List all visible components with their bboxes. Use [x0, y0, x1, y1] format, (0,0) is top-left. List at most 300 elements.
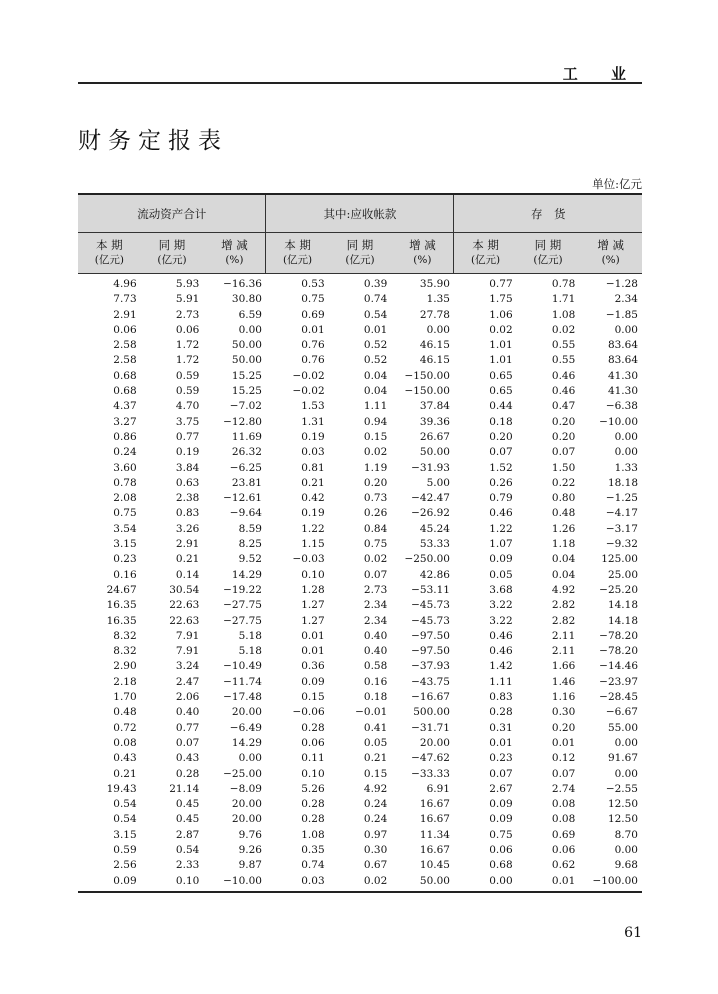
table-cell: −1.85	[605, 308, 638, 321]
table-cell: −26.92	[411, 507, 450, 520]
sub-header-row	[78, 233, 642, 274]
table-cell: 0.74	[301, 859, 325, 872]
table-cell: 0.62	[551, 859, 576, 872]
table-cell: 0.46	[551, 385, 576, 398]
table-cell: 50.00	[231, 339, 262, 352]
table-cell: 2.33	[175, 859, 200, 872]
table-cell: 16.67	[419, 843, 450, 856]
table-cell: 0.74	[363, 293, 388, 306]
table-cell: 15.25	[231, 385, 262, 398]
table-cell: 1.33	[614, 461, 638, 474]
table-cell: −10.00	[599, 415, 638, 428]
table-cell: 0.00	[614, 323, 638, 336]
table-cell: 1.01	[489, 339, 513, 352]
table-row	[78, 828, 642, 843]
table-cell: 26.32	[231, 446, 262, 459]
table-cell: −0.03	[292, 553, 325, 566]
col-header-current: 本 期 (亿元)	[266, 233, 329, 274]
table-cell: 0.67	[363, 859, 388, 872]
table-cell: 0.01	[517, 874, 580, 892]
table-cell: 0.28	[301, 721, 325, 734]
table-cell: 1.22	[489, 522, 513, 535]
col-header-prior: 同 期 (亿元)	[329, 233, 392, 274]
table-row	[78, 552, 642, 567]
table-cell: 0.83	[175, 507, 200, 520]
table-cell: 0.55	[551, 339, 576, 352]
table-cell: 83.64	[607, 339, 638, 352]
table-cell: 4.70	[175, 400, 200, 413]
table-cell: 0.52	[363, 354, 388, 367]
table-cell: 10.45	[419, 859, 450, 872]
table-cell: 0.97	[363, 828, 388, 841]
table-cell: −6.25	[229, 461, 262, 474]
table-cell: 0.00	[454, 874, 517, 892]
table-row	[78, 338, 642, 353]
table-row	[78, 812, 642, 827]
table-cell: 2.11	[551, 645, 576, 658]
table-row	[78, 323, 642, 338]
table-cell: 0.78	[551, 278, 576, 290]
table-cell: 0.46	[489, 645, 513, 658]
table-cell: 0.19	[301, 507, 325, 520]
table-cell: 0.11	[301, 752, 325, 765]
table-cell: 22.63	[169, 614, 200, 627]
table-cell: 1.70	[113, 691, 137, 704]
table-row	[78, 843, 642, 858]
table-cell: 2.08	[113, 492, 137, 505]
table-cell: 0.39	[363, 278, 388, 290]
table-cell: 0.79	[489, 492, 513, 505]
table-cell: −6.38	[605, 400, 638, 413]
table-cell: 0.00	[614, 843, 638, 856]
table-cell: 35.90	[419, 278, 450, 290]
table-cell: 0.00	[238, 752, 262, 765]
table-row	[78, 736, 642, 751]
table-cell: −28.45	[599, 691, 638, 704]
table-cell: 0.01	[551, 736, 576, 749]
table-cell: 0.75	[363, 538, 388, 551]
table-cell: 0.15	[363, 767, 388, 780]
table-cell: 0.43	[175, 752, 200, 765]
table-cell: 0.10	[141, 874, 204, 892]
table-cell: −12.80	[223, 415, 262, 428]
table-cell: 8.59	[238, 522, 262, 535]
table-cell: 0.30	[363, 843, 388, 856]
table-cell: −1.25	[605, 492, 638, 505]
table-cell: 0.59	[113, 843, 137, 856]
table-cell: 1.19	[363, 461, 388, 474]
table-cell: −42.47	[411, 492, 450, 505]
table-cell: 1.71	[551, 293, 576, 306]
table-cell: 14.18	[607, 599, 638, 612]
table-cell: −33.33	[411, 767, 450, 780]
table-row	[78, 308, 642, 323]
table-cell: 1.15	[301, 538, 325, 551]
table-cell: 0.68	[113, 369, 137, 382]
table-cell: 0.76	[301, 354, 325, 367]
table-cell: 46.15	[419, 354, 450, 367]
section-label: 工 业	[562, 65, 640, 83]
table-cell: 0.55	[551, 354, 576, 367]
table-cell: −97.50	[411, 645, 450, 658]
table-row	[78, 522, 642, 537]
table-cell: 0.09	[301, 675, 325, 688]
table-cell: 1.08	[551, 308, 576, 321]
table-cell: 1.53	[301, 400, 325, 413]
table-cell: −17.48	[223, 691, 262, 704]
table-cell: 0.08	[551, 813, 576, 826]
table-cell: 4.92	[363, 782, 388, 795]
table-cell: 0.54	[363, 308, 388, 321]
table-cell: 19.43	[106, 782, 137, 795]
table-cell: −7.02	[229, 400, 262, 413]
table-cell: 0.54	[175, 843, 200, 856]
table-cell: 1.72	[175, 339, 200, 352]
table-cell: 0.75	[489, 828, 513, 841]
table-cell: 9.52	[238, 553, 262, 566]
col-header-current: 本 期 (亿元)	[78, 233, 141, 274]
table-cell: 500.00	[413, 706, 450, 719]
table-cell: 0.58	[363, 660, 388, 673]
table-cell: −0.06	[292, 706, 325, 719]
table-row	[78, 384, 642, 399]
table-cell: 8.70	[614, 828, 638, 841]
table-cell: 2.82	[551, 614, 576, 627]
table-cell: 0.35	[301, 843, 325, 856]
group-header-row	[78, 194, 642, 233]
table-cell: −45.73	[411, 614, 450, 627]
table-cell: 0.45	[175, 813, 200, 826]
table-cell: 12.50	[607, 813, 638, 826]
table-cell: 0.84	[363, 522, 388, 535]
table-row	[78, 705, 642, 720]
table-cell: 3.15	[113, 828, 137, 841]
table-cell: 0.02	[363, 553, 388, 566]
table-cell: 0.46	[489, 507, 513, 520]
table-cell: 1.52	[489, 461, 513, 474]
table-cell: 8.25	[238, 538, 262, 551]
table-cell: −14.46	[599, 660, 638, 673]
table-cell: 2.91	[175, 538, 200, 551]
table-cell: 0.07	[363, 568, 388, 581]
table-cell: 2.91	[113, 308, 137, 321]
table-row	[78, 858, 642, 873]
table-cell: 6.59	[238, 308, 262, 321]
table-cell: 0.01	[489, 736, 513, 749]
table-cell: 0.20	[363, 476, 388, 489]
table-cell: 1.11	[489, 675, 513, 688]
table-cell: −78.20	[599, 645, 638, 658]
table-cell: 14.29	[231, 568, 262, 581]
table-row	[78, 274, 642, 293]
table-cell: −47.62	[411, 752, 450, 765]
table-cell: 39.36	[419, 415, 450, 428]
table-cell: 3.27	[113, 415, 137, 428]
table-cell: 55.00	[607, 721, 638, 734]
table-row	[78, 491, 642, 506]
col-header-change: 增 减 (%)	[579, 233, 642, 274]
table-cell: 0.07	[489, 767, 513, 780]
table-cell: 0.53	[301, 278, 325, 290]
table-cell: 25.00	[607, 568, 638, 581]
table-cell: 16.67	[419, 813, 450, 826]
table-cell: 21.14	[169, 782, 200, 795]
table-cell: 0.75	[301, 293, 325, 306]
table-cell: 8.32	[113, 629, 137, 642]
table-cell: 0.00	[614, 446, 638, 459]
table-cell: 0.69	[551, 828, 576, 841]
table-cell: 9.76	[238, 828, 262, 841]
table-cell: 0.23	[113, 553, 137, 566]
table-cell: 5.18	[238, 629, 262, 642]
col-header-prior: 同 期 (亿元)	[517, 233, 580, 274]
table-cell: 0.77	[175, 721, 200, 734]
table-cell: 0.06	[301, 736, 325, 749]
table-cell: −11.74	[223, 675, 262, 688]
col-header-change: 增 减 (%)	[391, 233, 454, 274]
table-cell: 0.80	[551, 492, 576, 505]
table-cell: 83.64	[607, 354, 638, 367]
table-cell: 0.28	[175, 767, 200, 780]
table-cell: 0.12	[551, 752, 576, 765]
table-cell: 0.15	[363, 430, 388, 443]
table-cell: 3.60	[113, 461, 137, 474]
table-cell: 1.31	[301, 415, 325, 428]
table-cell: 0.77	[489, 278, 513, 290]
table-cell: 0.06	[551, 843, 576, 856]
table-cell: 1.35	[426, 293, 450, 306]
table-cell: 4.37	[113, 400, 137, 413]
table-cell: 20.00	[231, 813, 262, 826]
table-cell: 9.68	[614, 859, 638, 872]
table-cell: 1.75	[489, 293, 513, 306]
table-cell: 2.34	[363, 614, 388, 627]
table-cell: 0.02	[489, 323, 513, 336]
table-cell: 1.72	[175, 354, 200, 367]
table-cell: −25.20	[599, 583, 638, 596]
table-cell: 30.80	[231, 293, 262, 306]
table-cell: 26.67	[419, 430, 450, 443]
table-cell: −100.00	[579, 874, 642, 892]
table-cell: 0.54	[113, 798, 137, 811]
table-cell: 0.69	[301, 308, 325, 321]
table-cell: −9.64	[229, 507, 262, 520]
table-cell: 0.05	[489, 568, 513, 581]
table-cell: 5.26	[301, 782, 325, 795]
table-cell: 0.02	[329, 874, 392, 892]
table-row	[78, 583, 642, 598]
table-cell: 53.33	[419, 538, 450, 551]
table-cell: −4.17	[605, 507, 638, 520]
table-cell: 50.00	[231, 354, 262, 367]
table-cell: −3.17	[605, 522, 638, 535]
table-cell: 0.47	[551, 400, 576, 413]
table-cell: 1.16	[551, 691, 576, 704]
table-cell: −27.75	[223, 614, 262, 627]
table-cell: 41.30	[607, 369, 638, 382]
table-cell: 37.84	[419, 400, 450, 413]
table-cell: 0.18	[363, 691, 388, 704]
table-cell: 91.67	[607, 752, 638, 765]
table-cell: 0.08	[113, 736, 137, 749]
table-cell: 1.27	[301, 599, 325, 612]
table-cell: 0.83	[489, 691, 513, 704]
table-cell: 7.73	[113, 293, 137, 306]
table-cell: 0.07	[489, 446, 513, 459]
table-row	[78, 568, 642, 583]
table-cell: 0.31	[489, 721, 513, 734]
table-cell: 2.58	[113, 339, 137, 352]
table-cell: 15.25	[231, 369, 262, 382]
table-cell: −31.93	[411, 461, 450, 474]
table-cell: 3.22	[489, 599, 513, 612]
table-cell: 2.06	[175, 691, 200, 704]
col-header-prior: 同 期 (亿元)	[141, 233, 204, 274]
table-cell: 0.01	[363, 323, 388, 336]
table-cell: 3.24	[175, 660, 200, 673]
table-cell: 2.11	[551, 629, 576, 642]
table-cell: 1.01	[489, 354, 513, 367]
table-cell: 45.24	[419, 522, 450, 535]
table-cell: 0.09	[489, 798, 513, 811]
table-cell: −53.11	[411, 583, 450, 596]
table-row	[78, 506, 642, 521]
table-cell: 14.29	[231, 736, 262, 749]
table-row	[78, 644, 642, 659]
table-cell: 7.91	[175, 629, 200, 642]
table-row	[78, 767, 642, 782]
table-cell: 0.06	[113, 323, 137, 336]
table-cell: 1.50	[551, 461, 576, 474]
table-cell: 50.00	[419, 446, 450, 459]
table-cell: 0.16	[113, 568, 137, 581]
table-cell: 0.00	[238, 323, 262, 336]
table-cell: 16.67	[419, 798, 450, 811]
table-cell: 0.75	[113, 507, 137, 520]
table-cell: 0.00	[614, 767, 638, 780]
table-cell: 5.18	[238, 645, 262, 658]
table-cell: 18.18	[607, 476, 638, 489]
table-cell: 3.22	[489, 614, 513, 627]
table-cell: 1.46	[551, 675, 576, 688]
table-row	[78, 369, 642, 384]
table-cell: −16.36	[223, 278, 262, 290]
header-rule	[78, 82, 642, 84]
table-cell: 2.34	[614, 293, 638, 306]
table-cell: −9.32	[605, 538, 638, 551]
table-cell: 0.18	[489, 415, 513, 428]
table-cell: 30.54	[169, 583, 200, 596]
table-cell: 0.94	[363, 415, 388, 428]
table-cell: 9.87	[238, 859, 262, 872]
table-cell: 0.68	[489, 859, 513, 872]
financial-table	[78, 193, 642, 893]
table-cell: 0.81	[301, 461, 325, 474]
table-cell: 20.00	[231, 706, 262, 719]
table-cell: 0.68	[113, 385, 137, 398]
table-cell: −23.97	[599, 675, 638, 688]
table-cell: 2.74	[551, 782, 576, 795]
table-row	[78, 353, 642, 368]
group-header-current-assets: 流动资产合计	[78, 194, 266, 233]
table-cell: 0.01	[301, 323, 325, 336]
table-row	[78, 445, 642, 460]
table-cell: 20.00	[419, 736, 450, 749]
table-cell: 3.26	[175, 522, 200, 535]
table-cell: 0.28	[489, 706, 513, 719]
table-cell: 1.66	[551, 660, 576, 673]
table-cell: 125.00	[601, 553, 638, 566]
table-cell: 0.20	[551, 415, 576, 428]
table-cell: 0.03	[266, 874, 329, 892]
table-cell: 0.76	[301, 339, 325, 352]
table-cell: −250.00	[404, 553, 450, 566]
table-cell: 0.46	[489, 629, 513, 642]
table-cell: 0.21	[301, 476, 325, 489]
table-cell: 23.81	[231, 476, 262, 489]
table-cell: 0.04	[363, 385, 388, 398]
table-cell: 0.00	[426, 323, 450, 336]
table-cell: 0.59	[175, 385, 200, 398]
table-row	[78, 659, 642, 674]
table-cell: 5.91	[175, 293, 200, 306]
table-cell: 1.27	[301, 614, 325, 627]
table-row	[78, 614, 642, 629]
table-cell: 1.18	[551, 538, 576, 551]
table-cell: −97.50	[411, 629, 450, 642]
table-row	[78, 476, 642, 491]
table-cell: 0.26	[489, 476, 513, 489]
table-cell: 0.01	[301, 645, 325, 658]
table-cell: 1.22	[301, 522, 325, 535]
table-cell: 0.19	[301, 430, 325, 443]
table-cell: −10.00	[203, 874, 266, 892]
table-cell: 6.91	[426, 782, 450, 795]
table-cell: 0.05	[363, 736, 388, 749]
table-cell: 0.48	[113, 706, 137, 719]
table-row	[78, 461, 642, 476]
table-cell: −45.73	[411, 599, 450, 612]
table-cell: 0.73	[363, 492, 388, 505]
table-cell: −150.00	[404, 369, 450, 382]
table-cell: −12.61	[223, 492, 262, 505]
table-cell: 2.67	[489, 782, 513, 795]
table-cell: 0.19	[175, 446, 200, 459]
table-cell: 0.04	[551, 553, 576, 566]
table-cell: 0.36	[301, 660, 325, 673]
table-cell: 4.96	[113, 278, 137, 290]
table-cell: 0.00	[614, 430, 638, 443]
table-cell: 0.16	[363, 675, 388, 688]
table-row	[78, 782, 642, 797]
table-cell: 2.56	[113, 859, 137, 872]
table-cell: 2.87	[175, 828, 200, 841]
table-cell: 5.93	[175, 278, 200, 290]
group-header-inventory: 存 货	[454, 194, 642, 233]
table-cell: 0.52	[363, 339, 388, 352]
table-row	[78, 751, 642, 766]
table-cell: 0.77	[175, 430, 200, 443]
table-cell: 16.35	[106, 614, 137, 627]
table-cell: 0.20	[489, 430, 513, 443]
table-cell: 0.20	[551, 430, 576, 443]
table-cell: −78.20	[599, 629, 638, 642]
table-cell: 0.72	[113, 721, 137, 734]
table-cell: −37.93	[411, 660, 450, 673]
table-cell: 0.21	[175, 553, 200, 566]
table-row	[78, 629, 642, 644]
table-cell: 0.63	[175, 476, 200, 489]
